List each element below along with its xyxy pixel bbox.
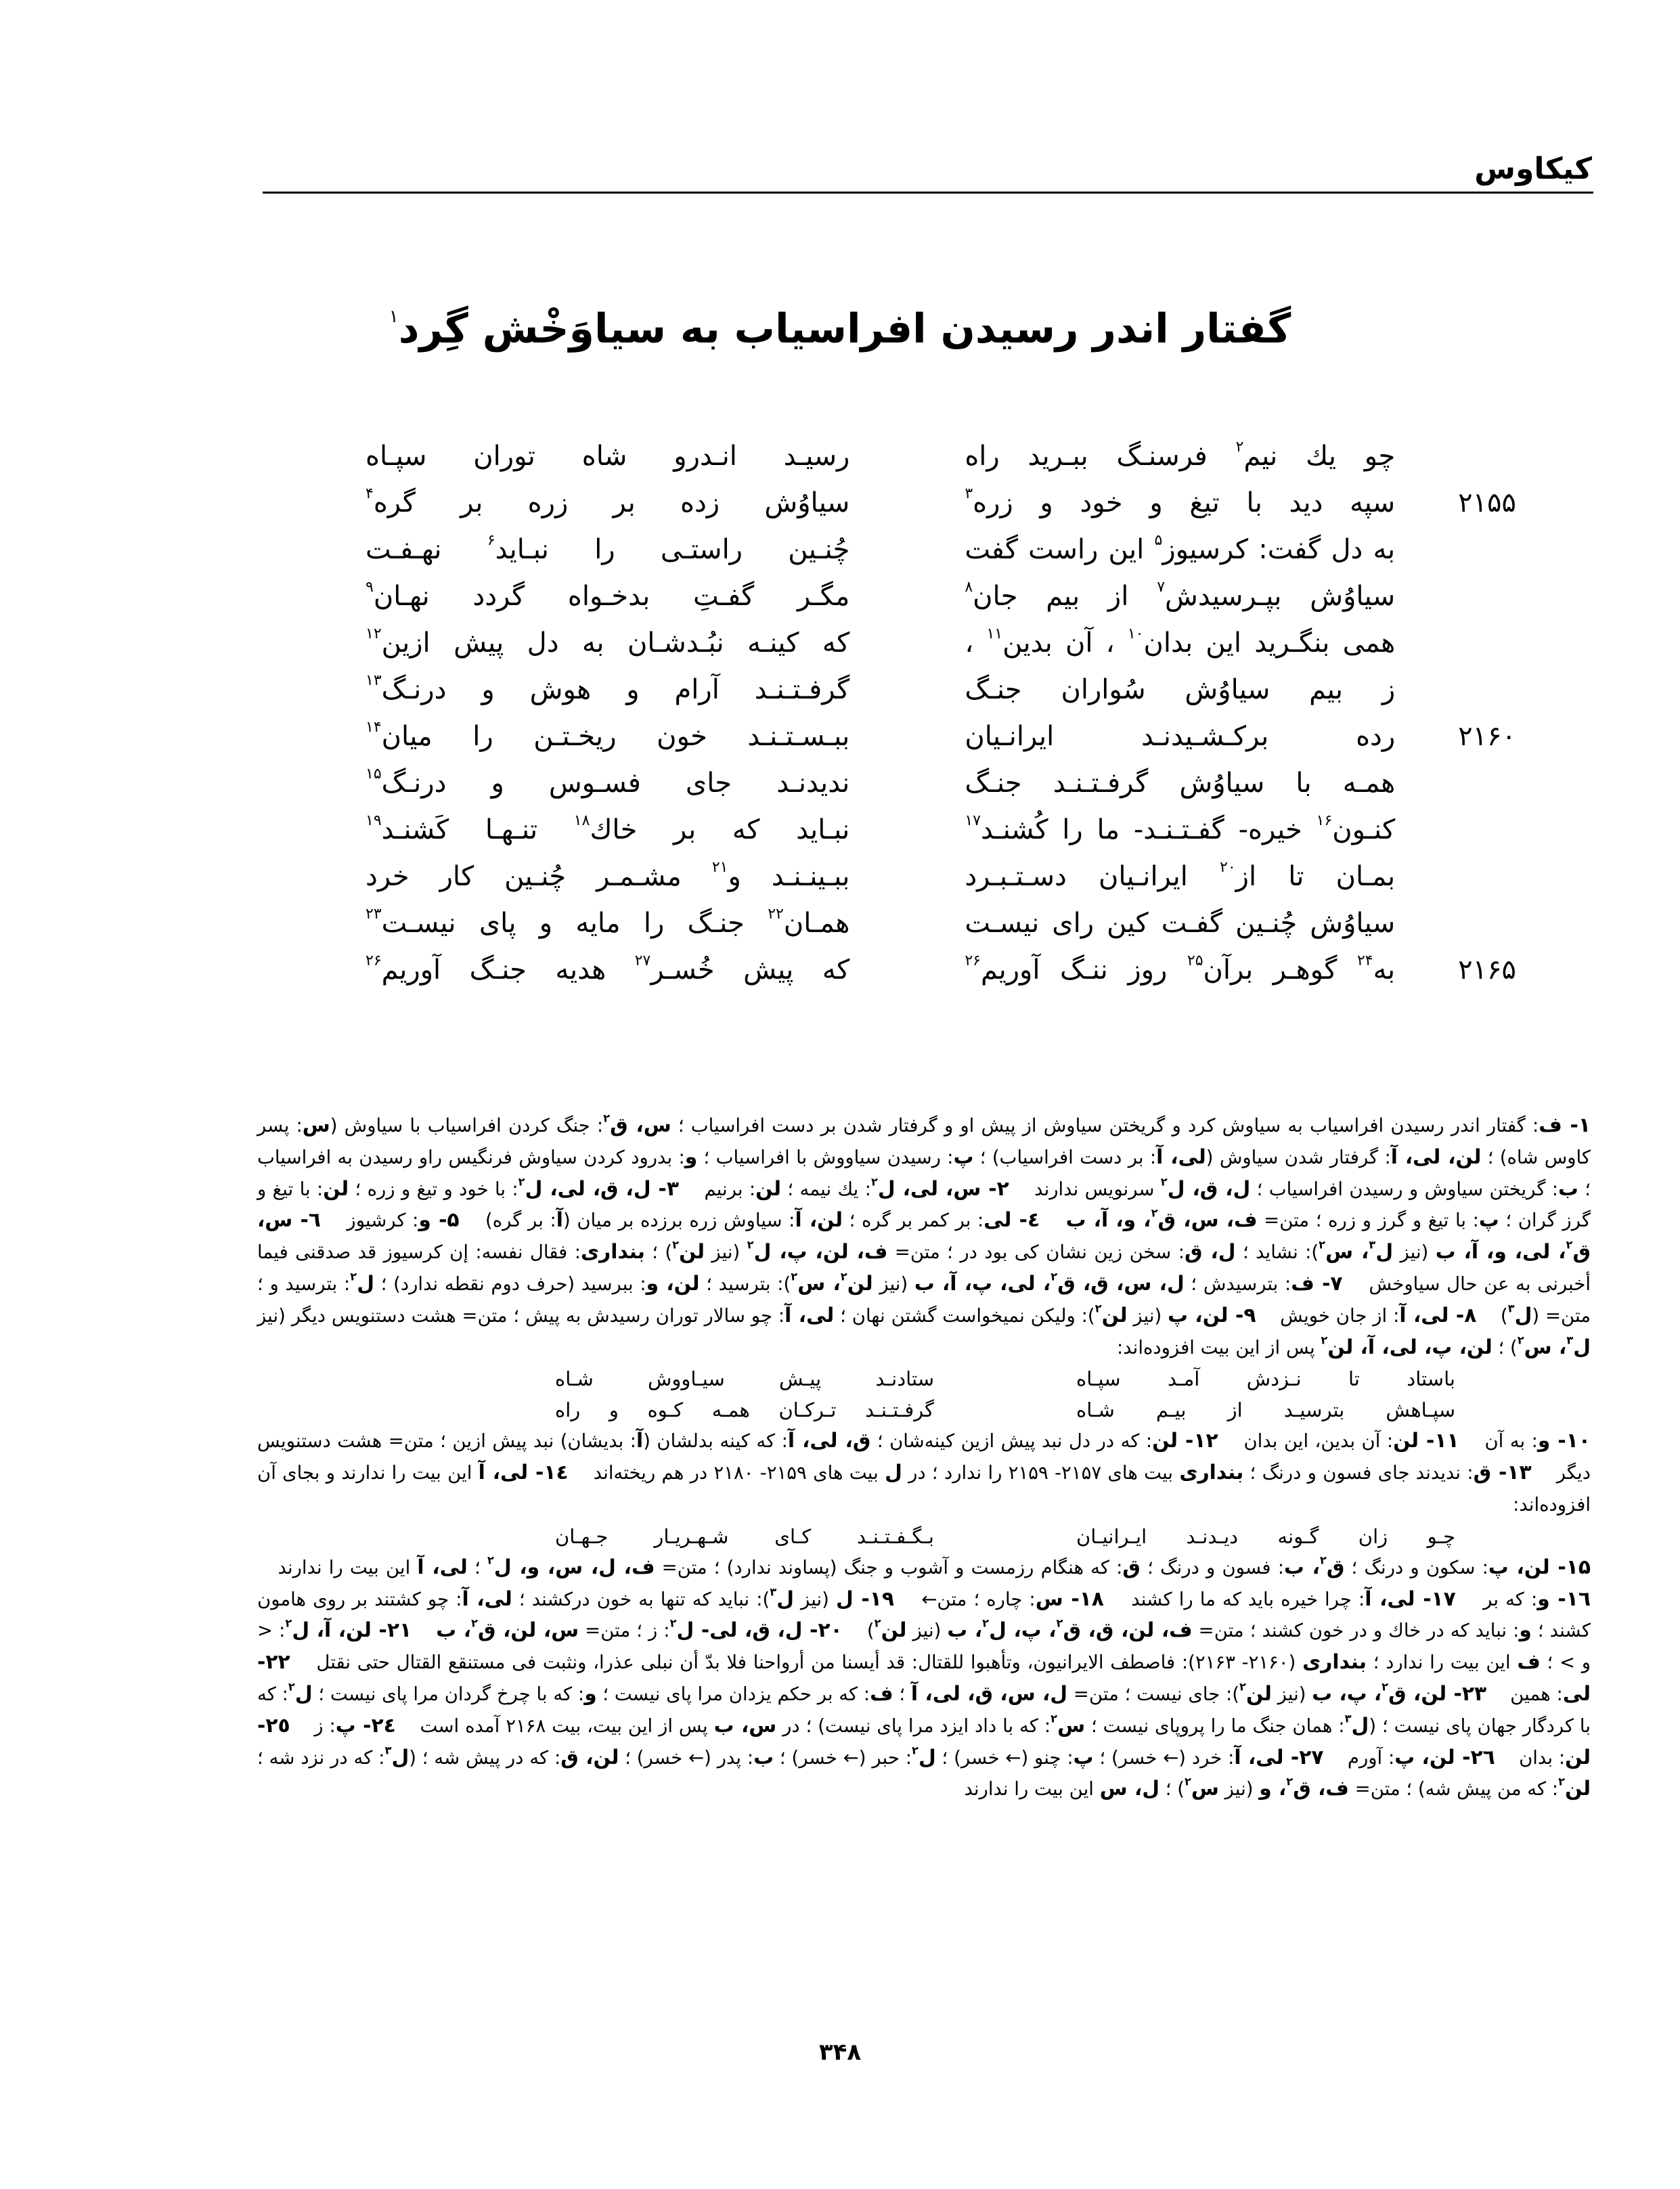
- couplet: [366, 516, 1516, 563]
- hemistich-second: چُنـین راستـی را نبـاید$^۶$ نهـفـت: [366, 532, 850, 565]
- verse-number: ۲۱۶۵: [1458, 954, 1516, 986]
- inserted-hemistich-second: گرفـتـنـد تـرکـان همـه کـوه و راه: [555, 1398, 934, 1422]
- hemistich-second: سیاوُش زده بر زره بر گره$^۴$: [366, 485, 850, 518]
- inserted-hemistich-first: سپـاهش بترسیـد از بیـم شـاه: [1076, 1398, 1455, 1422]
- title-footnote-ref: ۱: [389, 307, 399, 327]
- couplet: [366, 937, 1516, 986]
- hemistich-second: رسیـد انـدرو شاه توران سپـاه: [366, 441, 850, 472]
- section-title-text: گفتار اندر رسیدن افراسیاب به سیاوَخْش گِرد: [398, 305, 1291, 353]
- critical-apparatus: [257, 1110, 1591, 1805]
- inserted-hemistich-first: چـو زان گـونه دیـدنـد ایـرانیـان: [1076, 1524, 1455, 1548]
- footnote-verse-insert-1: [257, 1363, 1591, 1425]
- couplet: [366, 750, 1516, 797]
- hemistich-second: نبـاید که بر خاك$^{۱۸}$ تنـهـا کَشنـد$^{۱۹}$: [366, 812, 850, 845]
- hemistich-first: سیاوُش بپـرسیدش$^۷$ از بیم جان$^۸$: [965, 579, 1396, 612]
- hemistich-first: همـه با سیاوُش گرفـتـنـد جنـگ: [965, 768, 1396, 799]
- inserted-couplet: [257, 1363, 1591, 1394]
- hemistich-second: مگـر گفـتِ بدخـواه گردد نهـان$^۹$: [366, 579, 850, 612]
- page-number: ۳۴۸: [818, 2039, 862, 2066]
- footnote-verse-insert-2: [257, 1521, 1591, 1552]
- inserted-couplet: [257, 1521, 1591, 1552]
- couplet: [366, 843, 1516, 890]
- couplet: [366, 890, 1516, 937]
- hemistich-second: ببـسـتـنـد خون ریخـتـن را میان$^{۱۴}$: [366, 719, 850, 752]
- hemistich-second: ببـینـنـد و$^{۲۱}$ مشـمـر چُنـین کار خرد: [366, 859, 850, 892]
- hemistich-first: ز بیم سیاوُش سُواران جنـگ: [965, 674, 1396, 705]
- footnote-para-3: ۱۵- لن، پ: سکون و درنگ ؛ ق$^۲$، ب: فسون و درنگ ؛ ق: که هنگام رزمست و آشوب و جنگ (پساوند ندارد) ؛ متن= ف، ل، س، و، ل$^۲$ ؛ لی، آ این بیت را ندارند ۱٦- و: که بر ۱۷- لی، آ: چرا خیره باید که ما را کشند ۱۸- س: چاره ؛ متن← ۱۹- ل (نیز ل$^۳$): نباید که تنها به خون درکشند ؛ لی، آ: چو کشتند بر روی هامون کشند ؛ و: نباید که در خاك و در خون کشند ؛ متن= ف، لن، ق، ق$^۲$، پ، ل$^۲$، ب (نیز لن$^۲$) ۲۰- ل، ق، لی- ل$^۲$: ز ؛ متن= س، لن، ق$^۲$، ب ۲۱- لن، آ، ل$^۲$: < و > ؛ ف این بیت را ندارد ؛ بنداری (۲۱۶۰- ۲۱۶۳): فاصطف الایرانیون، وتأهبوا للقتال: قد أیسنا من أرواحنا فلا بدّ أن نبلی عذرا، ونثبت فی مستنقع القتال حتی نقتل ۲۲- لی: همین ۲۳- لن، ق$^۲$، پ، ب (نیز لن$^۲$): جای نیست ؛ متن= ل، س، ق، لی، آ ؛ ف: که بر حکم یزدان مرا پای نیست ؛ و: که با چرخ گردان مرا پای نیست ؛ ل$^۲$: که با کردگار جهان پای نیست ؛ (ل$^۳$: همان جنگ ما را پروپای نیست ؛ س$^۲$: که با داد ایزد مرا پای نیست) ؛ در س، ب پس از این بیت، بیت ۲۱۶۸ آمده است ٢٤- پ: ز ٢٥- لن: بدان ٢٦- لن، پ: آورم ۲۷- لی، آ: خرد (← خسر) ؛ پ: چنو (← خسر) ؛ ل$^۲$: حبر (← خسر) ؛ ب: پدر (← خسر) ؛ لن، ق: که در پیش شه ؛ (ل$^۳$: که در نزد شه ؛ لن$^۲$: که من پیش شه) ؛ متن= ف، ق$^۲$، و (نیز س$^۲$) ؛ ل، س این بیت را ندارند: [257, 1553, 1591, 1801]
- couplet: [366, 423, 1516, 470]
- running-head: کیکاوس: [1474, 152, 1592, 186]
- verse-block: [366, 423, 1516, 986]
- hemistich-second: همـان$^{۲۲}$ جنـگ را مایه و پای نیسـت$^{۲۳}$: [366, 906, 850, 939]
- hemistich-first: رده برکـشـیدنـد ایرانـیان: [965, 721, 1396, 752]
- couplet: [366, 610, 1516, 657]
- couplet: [366, 797, 1516, 843]
- inserted-hemistich-second: ستادنـد پیـش سیـاووش شـاه: [555, 1367, 934, 1391]
- couplet: [366, 563, 1516, 610]
- hemistich-first: سیاوُش چُنـین گفـت کین رای نیسـت: [965, 908, 1396, 939]
- hemistich-first: به دل گفت: کرسیوز$^۵$ این راست گفت: [965, 532, 1396, 565]
- hemistich-first: سپه دید با تیغ و خود و زره$^۳$: [965, 485, 1396, 518]
- hemistich-second: ندیدنـد جای فسـوس و درنـگ$^{۱۵}$: [366, 766, 850, 799]
- hemistich-first: به$^{۲۴}$ گوهـر برآن$^{۲۵}$ روز ننـگ آوریم$^{۲۶}$: [965, 952, 1396, 986]
- hemistich-second: که پیش خُسـر$^{۲۷}$ هدیه جنـگ آوریم$^{۲۶}$: [366, 952, 850, 986]
- inserted-hemistich-second: بـگـفـتـنـد کـای شـهـریـار جـهـان: [555, 1524, 934, 1548]
- hemistich-second: که کینـه نبُـدشـان به دل پیش ازین$^{۱۲}$: [366, 625, 850, 659]
- hemistich-first: بمـان تا از$^{۲۰}$ ایرانـیان دسـتـبـرد: [965, 859, 1396, 892]
- header-rule: [263, 192, 1593, 194]
- hemistich-first: چو یك نیم$^۲$ فرسنـگ ببـرید راه: [965, 439, 1396, 472]
- couplet: [366, 657, 1516, 703]
- verse-number: ۲۱۶۰: [1458, 721, 1516, 752]
- inserted-couplet: [257, 1394, 1591, 1425]
- hemistich-first: کنـون$^{۱۶}$ خیره- گفـتـنـد- ما را کُشنـد$^{۱۷}$: [965, 812, 1396, 845]
- inserted-hemistich-first: باستاد تا نـزدش آمـد سپـاه: [1076, 1367, 1455, 1391]
- footnote-para-2: ۱۰- و: به آن ۱۱- لن: آن بدین، این بدان ۱۲- لن: که در دل نبد پیش ازین کینه‌شان ؛ ق، لی، آ: که کینه بدلشان (آ: بدیشان) نبد پیش ازین ؛ متن= هشت دستنویس دیگر ۱۳- ق: ندیدند جای فسون و درنگ ؛ بنداری بیت های ۲۱۵۷- ۲۱۵۹ را ندارد ؛ در ل بیت های ۲۱۵۹- ۲۱۸۰ در هم ریخته‌اند ١٤- لی، آ این بیت را ندارند و بجای آن افزوده‌اند:: [257, 1429, 1591, 1516]
- couplet: [366, 703, 1516, 750]
- verse-number: ۲۱۵۵: [1458, 487, 1516, 518]
- hemistich-second: گرفـتـنـد آرام و هوش و درنـگ$^{۱۳}$: [366, 672, 850, 705]
- couplet: [366, 470, 1516, 516]
- hemistich-first: همی بنگـرید این بدان$^{۱۰}$ ، آن بدین$^{۱۱}$ ،: [965, 625, 1396, 659]
- footnote-para-1: ۱- ف: گفتار اندر رسیدن افراسیاب به سیاوش کرد و گریختن سیاوش از پیش او و گرفتار شدن بر دست افراسیاب ؛ س، ق$^۲$: جنگ کردن افراسیاب با سیاوش (س: پسر کاوس شاه) ؛ لن، لی، آ: گرفتار شدن سیاوش (لی، آ: بر دست افراسیاب) ؛ پ: رسیدن سیاووش با افراسیاب ؛ و: بدرود کردن سیاوش فرنگیس راو رسیدن به افراسیاب ؛ ب: گریختن سیاوش و رسیدن افراسیاب ؛ ل، ق، ل$^۲$ سرنویس ندارند ۲- س، لی، ل$^۲$: یك نیمه ؛ لن: برنیم ۳- ل، ق، لی، ل$^۲$: با خود و تیغ و زره ؛ لن: با تیغ و گرز گران ؛ پ: با تیغ و گرز و زره ؛ متن= ف، س، ق$^۲$، و، آ، ب ٤- لی: بر کمر بر گره ؛ لن، آ: سیاوش زره برزده بر میان (آ: بر گره) ۵- و: کرشیوز ٦- س، ق$^۲$، لی، و، آ، ب (نیز ل$^۳$، س$^۲$): نشاید ؛ ل، ق: سخن زین نشان کی بود در ؛ متن= ف، لن، پ، ل$^۲$ (نیز لن$^۲$) ؛ بنداری: فقال نفسه: إن کرسیوز قد صدقنی فیما أخبرنی به عن حال سیاوخش ۷- ف: بترسیدش ؛ ل، س، ق، ق$^۲$، لی، پ، آ، ب (نیز لن$^۲$، س$^۲$): بترسید ؛ لن، و: ببرسید (حرف دوم نقطه ندارد) ؛ ل$^۲$: بترسید و ؛ متن= (ل$^۳$) ۸- لی، آ: از جان خویش ۹- لن، پ (نیز لن$^۲$): ولیکن نمیخواست گشتن نهان ؛ لی، آ: چو سالار توران رسیدش به پیش ؛ متن= هشت دستنویس دیگر (نیز ل$^۳$، س$^۲$) ؛ لن، پ، لی، آ، لن$^۲$ پس از این بیت افزوده‌اند:: [257, 1111, 1591, 1359]
- section-title: [0, 305, 1680, 353]
